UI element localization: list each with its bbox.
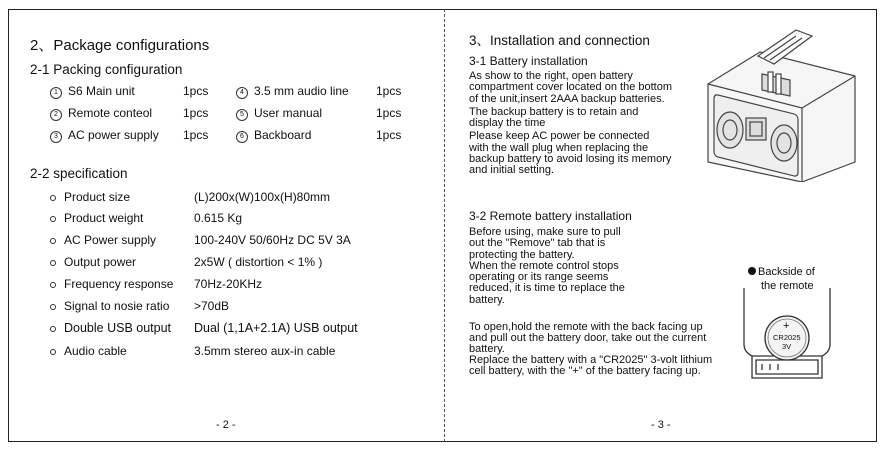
packing-item-qty: 1pcs: [376, 84, 402, 98]
packing-item-6: [236, 128, 311, 143]
text-line: To open,hold the remote with the back facing up: [469, 321, 703, 333]
spec-label: Signal to nosie ratio: [64, 299, 170, 313]
bullet-icon: [50, 195, 56, 201]
packing-item-name: S6 Main unit: [68, 84, 135, 98]
packing-item-1: [50, 84, 135, 99]
bullet-icon: [50, 326, 56, 332]
text-line: protecting the battery.: [469, 248, 575, 261]
circled-number: 1: [50, 87, 62, 99]
coin-model-label: CR2025: [773, 333, 801, 342]
page-number-left: - 2 -: [216, 419, 236, 431]
text-line: compartment cover located on the bottom: [469, 81, 672, 94]
text-line: The backup battery is to retain and: [469, 105, 639, 118]
text-line: When the remote control stops: [469, 259, 619, 272]
text-line: As show to the right, open battery: [469, 70, 633, 82]
spec-label: Output power: [64, 255, 137, 269]
text-line: and pull out the battery door, take out the current: [469, 332, 707, 344]
spec-value: 2x5W ( distortion < 1% ): [194, 255, 323, 269]
spec-label: Product weight: [64, 211, 144, 225]
caption-line-1: Backside of: [758, 266, 815, 278]
bullet-icon: [50, 349, 56, 355]
packing-item-name: Backboard: [254, 128, 312, 142]
packing-item-4: [236, 84, 349, 99]
packing-item-qty: 1pcs: [183, 106, 209, 120]
spec-value: 70Hz-20KHz: [194, 277, 263, 291]
packing-item-qty: 1pcs: [183, 128, 209, 142]
spec-value: 3.5mm stereo aux-in cable: [194, 344, 336, 358]
spec-label: Product size: [64, 190, 131, 204]
coin-plus-label: +: [783, 320, 790, 332]
text-line: Please keep AC power be connected: [469, 130, 650, 143]
text-line: cell battery, with the "+" of the battery facing up.: [469, 365, 701, 377]
circled-number: 4: [236, 87, 248, 99]
packing-item-name: Remote conteol: [68, 106, 153, 120]
text-line: battery.: [469, 343, 505, 355]
packing-item-3: [50, 128, 159, 143]
remote-heading: 3-2 Remote battery installation: [469, 209, 632, 223]
spec-row: [50, 255, 136, 269]
bullet-icon: [50, 304, 56, 310]
remote-paragraph: [469, 227, 625, 306]
caption-line-2: the remote: [761, 280, 814, 292]
section-title-installation: 3、Installation and connection: [469, 33, 650, 48]
packing-heading: 2-1 Packing configuration: [30, 62, 183, 77]
spec-row: [50, 321, 171, 335]
packing-item-name: AC power supply: [68, 128, 159, 142]
spec-value: 0.615 Kg: [194, 211, 243, 225]
circled-number: 5: [236, 109, 248, 121]
packing-item-5: [236, 106, 322, 121]
page-divider: [444, 9, 445, 442]
text-line: out the "Remove" tab that is: [469, 237, 606, 250]
bullet-icon: [50, 282, 56, 288]
circled-number: 2: [50, 109, 62, 121]
remote-back-illustration: [738, 282, 838, 382]
spec-row: [50, 299, 169, 313]
spec-label: AC Power supply: [64, 233, 157, 247]
battery-paragraph: [469, 71, 672, 177]
spec-value: 100-240V 50/60Hz DC 5V 3A: [194, 233, 351, 247]
remote-paragraph-2: [469, 322, 712, 377]
text-line: Before using, make sure to pull: [469, 226, 621, 238]
section-title-package: 2、Package configurations: [30, 37, 210, 54]
circled-number: 3: [50, 131, 62, 143]
packing-item-name: User manual: [254, 106, 323, 120]
page-number-right: - 3 -: [651, 419, 671, 431]
packing-item-qty: 1pcs: [376, 106, 402, 120]
speaker-unit-illustration: [700, 22, 862, 182]
spec-row: [50, 211, 143, 225]
text-line: backup battery to avoid losing its memory: [469, 153, 672, 166]
text-line: and initial setting.: [469, 164, 554, 177]
spec-label: Frequency response: [64, 277, 174, 291]
text-line: with the wall plug when replacing the: [469, 141, 649, 154]
circled-number: 6: [236, 131, 248, 143]
text-line: reduced, it is time to replace the: [469, 282, 625, 295]
spec-value: Dual (1,1A+2.1A) USB output: [194, 321, 358, 335]
packing-item-qty: 1pcs: [376, 128, 402, 142]
spec-value: >70dB: [194, 299, 230, 313]
spec-row: [50, 190, 130, 204]
packing-item-name: 3.5 mm audio line: [254, 84, 349, 98]
bullet-icon: [50, 238, 56, 244]
spec-label: Double USB output: [64, 321, 172, 335]
spec-label: Audio cable: [64, 344, 127, 358]
text-line: display the time: [469, 117, 546, 130]
spec-row: [50, 233, 156, 247]
text-line: of the unit,insert 2AAA backup batteries.: [469, 92, 665, 105]
remote-caption: [748, 266, 815, 278]
packing-item-qty: 1pcs: [183, 84, 209, 98]
coin-voltage-label: 3V: [782, 342, 792, 351]
text-line: operating or its range seems: [469, 271, 609, 284]
bullet-icon: [50, 216, 56, 222]
spec-heading: 2-2 specification: [30, 166, 128, 181]
bullet-icon: [50, 260, 56, 266]
spec-row: [50, 277, 173, 291]
text-line: Replace the battery with a "CR2025" 3-volt lithium: [469, 354, 713, 366]
text-line: battery.: [469, 293, 505, 306]
spec-value: (L)200x(W)100x(H)80mm: [194, 190, 331, 204]
battery-heading: 3-1 Battery installation: [469, 54, 588, 68]
packing-item-2: [50, 106, 152, 121]
bullet-dot-icon: [748, 267, 756, 275]
spec-row: [50, 344, 127, 358]
